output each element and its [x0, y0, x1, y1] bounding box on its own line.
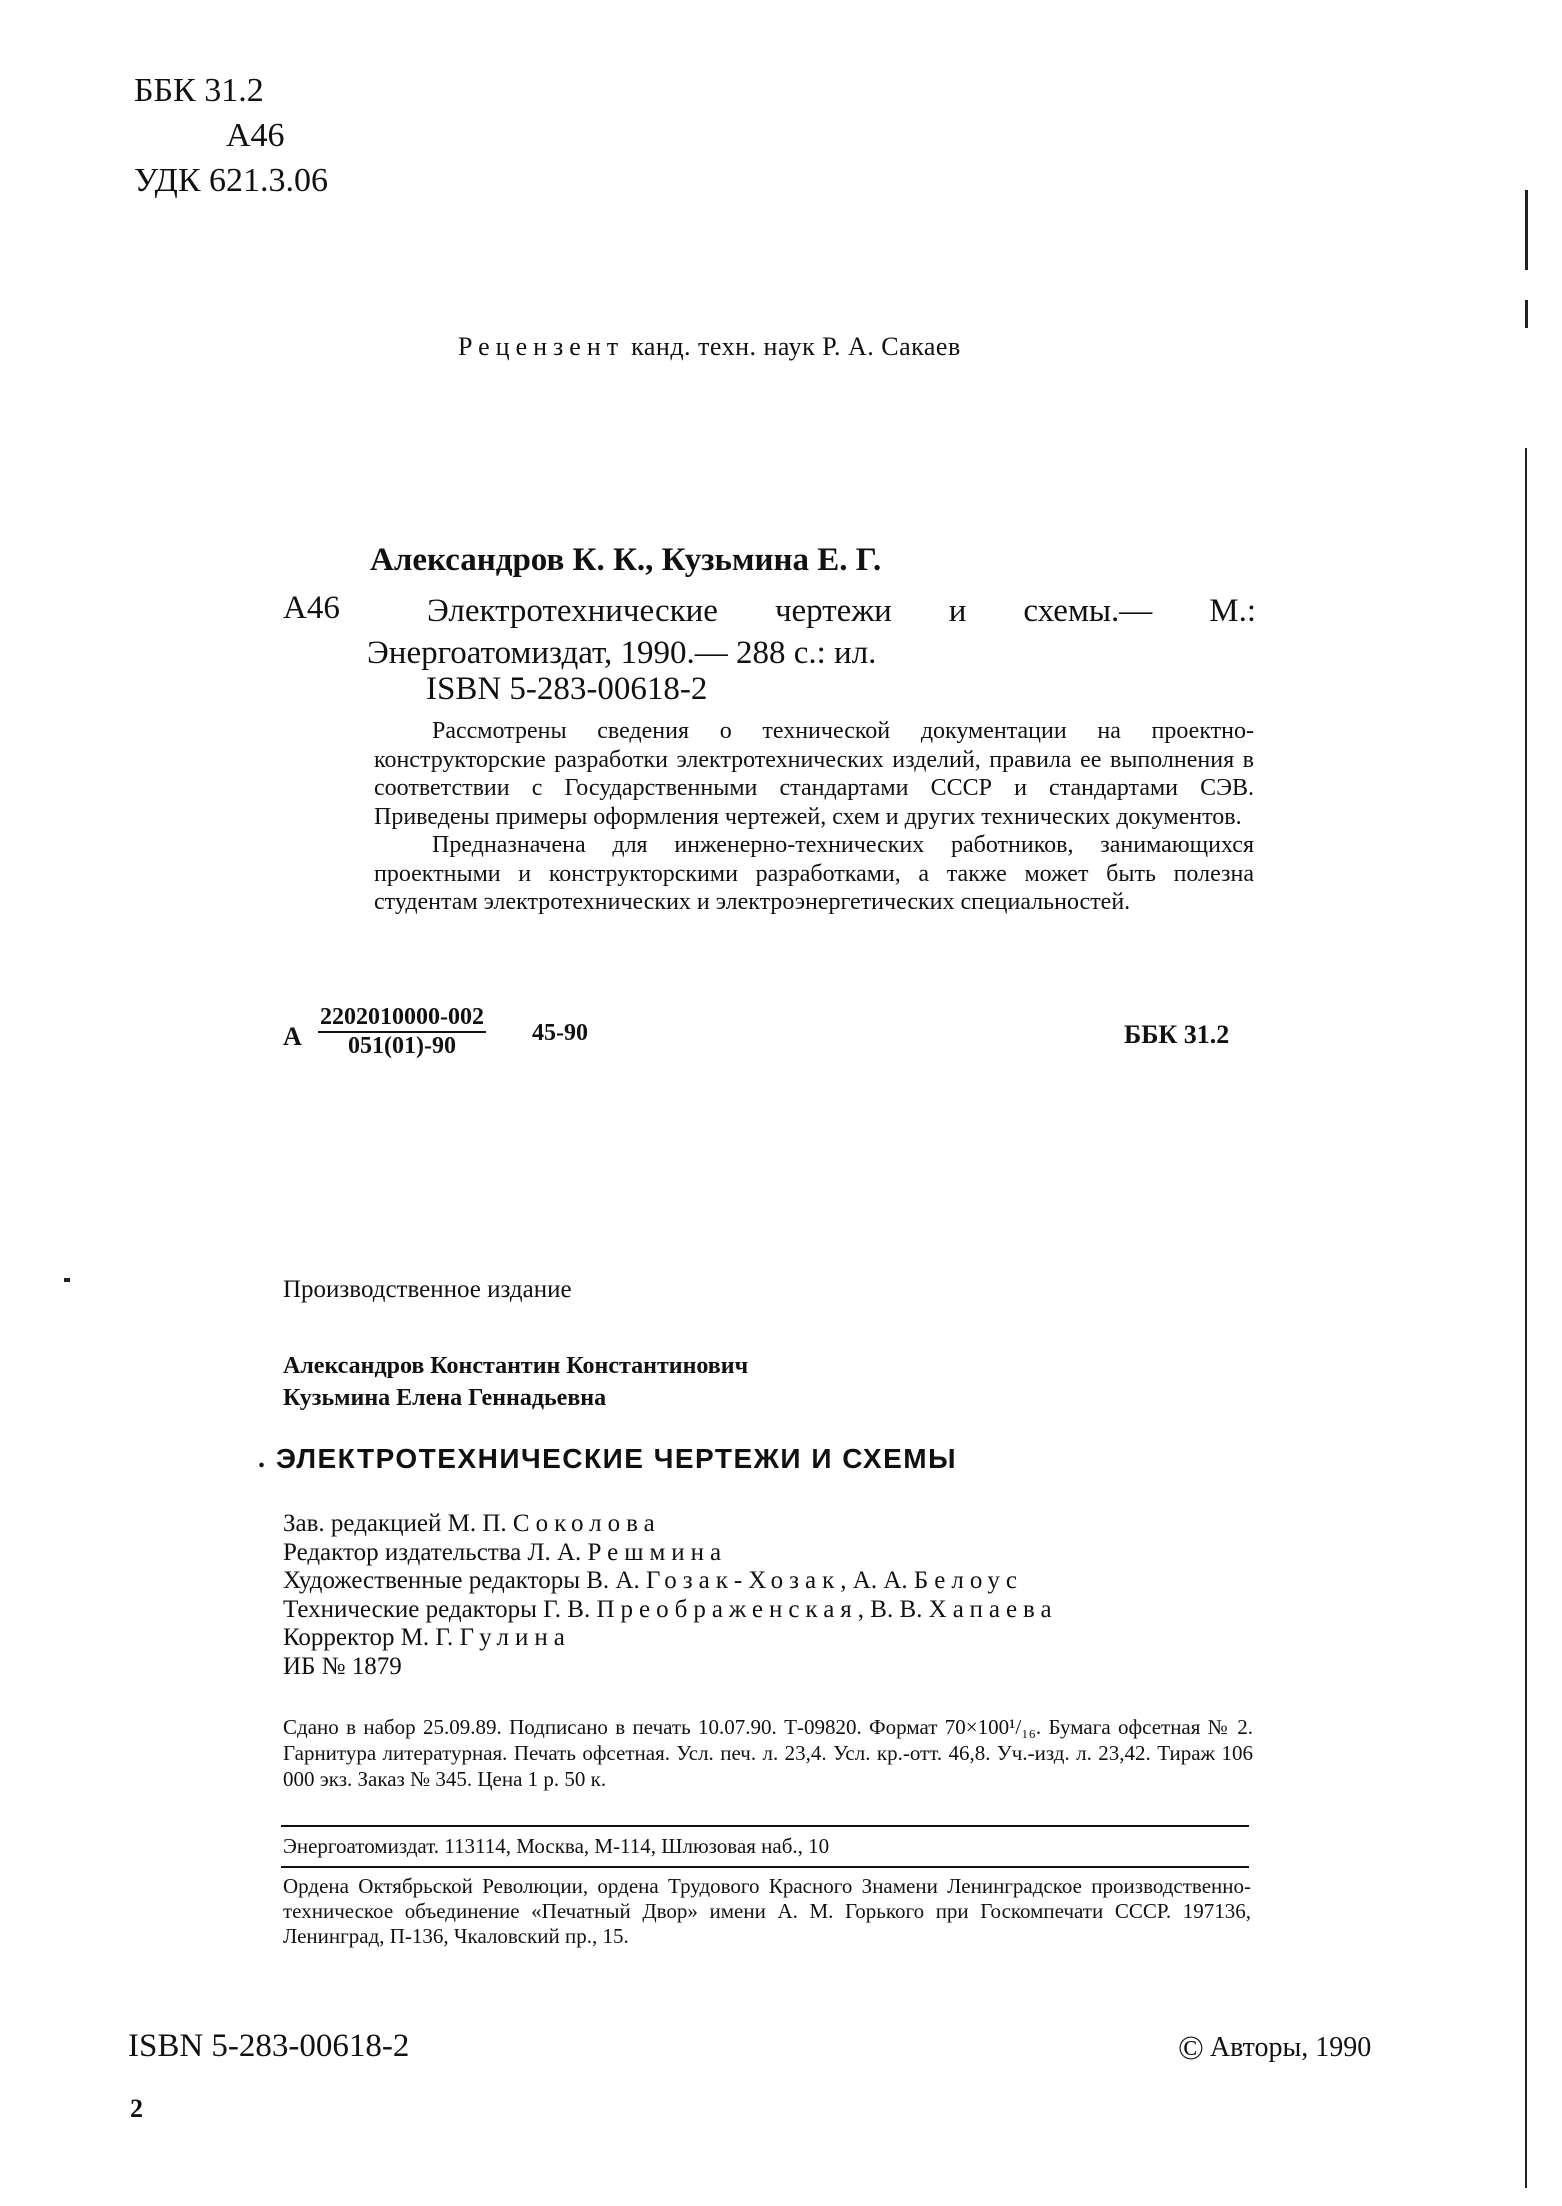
full-authors: [283, 1350, 748, 1414]
bib-isbn: ISBN 5-283-00618-2: [426, 671, 708, 707]
code-numerator: 2202010000-002: [318, 1004, 486, 1033]
footer-isbn: ISBN 5-283-00618-2: [128, 2028, 410, 2064]
bib-mark: А46: [283, 590, 340, 626]
author-mark: А46: [226, 117, 285, 154]
stray-dot: .: [258, 1443, 265, 1474]
reviewer-line: [458, 332, 961, 362]
code-denominator: 051(01)-90: [348, 1033, 456, 1059]
book-title: ЭЛЕКТРОТЕХНИЧЕСКИЕ ЧЕРТЕЖИ И СХЕМЫ: [276, 1443, 957, 1474]
credits: [283, 1510, 1058, 1681]
scan-edge-segment: [1525, 300, 1528, 328]
scan-edge-segment: [1525, 448, 1527, 2188]
bib-title-line1: Электротехнические чертежи и схемы.— М.:: [427, 593, 1256, 629]
code-tail: 45-90: [532, 1020, 588, 1046]
credit-corrector: Корректор М. Г. Гулина: [283, 1624, 571, 1651]
divider: [281, 1866, 1249, 1868]
scan-speck: [64, 1278, 70, 1282]
udk-code: УДК 621.3.06: [134, 162, 329, 199]
imprint-details: Сдано в набор 25.09.89. Подписано в печать 10.07.90. Т-09820. Формат 70×100¹/₁₆. Бумага офсетная № 2. Гарнитура литературная. Печать офсетная. Усл. печ. л. 23,4. Усл. кр.-отт. 46,8. Уч.-изд. л. 23,42. Тираж 106 000 экз. Заказ № 345. Цена 1 р. 50 к.: [283, 1715, 1253, 1791]
code-letter: А: [283, 1022, 302, 1051]
reviewer-role: Рецензент: [458, 332, 625, 361]
reviewer-text: канд. техн. наук Р. А. Сакаев: [624, 332, 961, 361]
credit-head-editor: Зав. редакцией М. П. Соколова: [283, 1510, 661, 1537]
bib-authors: Александров К. К., Кузьмина Е. Г.: [370, 542, 882, 578]
annotation-paragraph-1: Рассмотрены сведения о технической документации на проектно-конструкторские разработки электротехнических изделий, правила ее выполнения в соответствии с Государственными стандартами СССР и стандартами СЭВ. Приведены примеры оформления чертежей, схем и других технических документов.: [374, 718, 1254, 830]
bib-title: [367, 590, 1256, 674]
credit-ib: ИБ № 1879: [283, 1652, 402, 1680]
code-bbk: ББК 31.2: [1124, 1020, 1230, 1049]
publisher-address: Энергоатомиздат. 113114, Москва, М-114, Шлюзовая наб., 10: [283, 1834, 830, 1858]
bib-title-line2: Энергоатомиздат, 1990.— 288 с.: ил.: [367, 635, 877, 671]
bbk-code: ББК 31.2: [134, 72, 264, 109]
copyright-icon: ©: [1178, 2030, 1204, 2067]
divider: [281, 1825, 1249, 1827]
annotation: [374, 717, 1254, 917]
annotation-paragraph-2: Предназначена для инженерно-технических работников, занимающихся проектными и конструкторскими разработками, а также может быть полезна студентам электротехнических и электроэнергетических специальностей.: [374, 832, 1254, 915]
scan-edge-segment: [1525, 190, 1528, 270]
page-number: 2: [130, 2094, 143, 2123]
full-author-2: Кузьмина Елена Геннадьевна: [283, 1385, 607, 1411]
classification-block: [134, 68, 328, 203]
code-fraction: [318, 1004, 486, 1060]
credit-tech-editors: Технические редакторы Г. В. Преображенская, В. В. Хапаева: [283, 1595, 1058, 1623]
printer-info: Ордена Октябрьской Революции, ордена Трудового Красного Знамени Ленинградское производственно-техническое объединение «Печатный Двор» имени А. М. Горького при Госкомпечати СССР. 197136, Ленинград, П-136, Чкаловский пр., 15.: [283, 1874, 1251, 1948]
production-label: Производственное издание: [283, 1276, 572, 1303]
copyright: © Авторы, 1990: [1178, 2030, 1372, 2067]
credit-art-editors: Художественные редакторы В. А. Гозак-Хозак, А. А. Белоус: [283, 1567, 1023, 1594]
credit-editor: Редактор издательства Л. А. Решмина: [283, 1538, 728, 1566]
full-author-1: Александров Константин Константинович: [283, 1353, 749, 1379]
